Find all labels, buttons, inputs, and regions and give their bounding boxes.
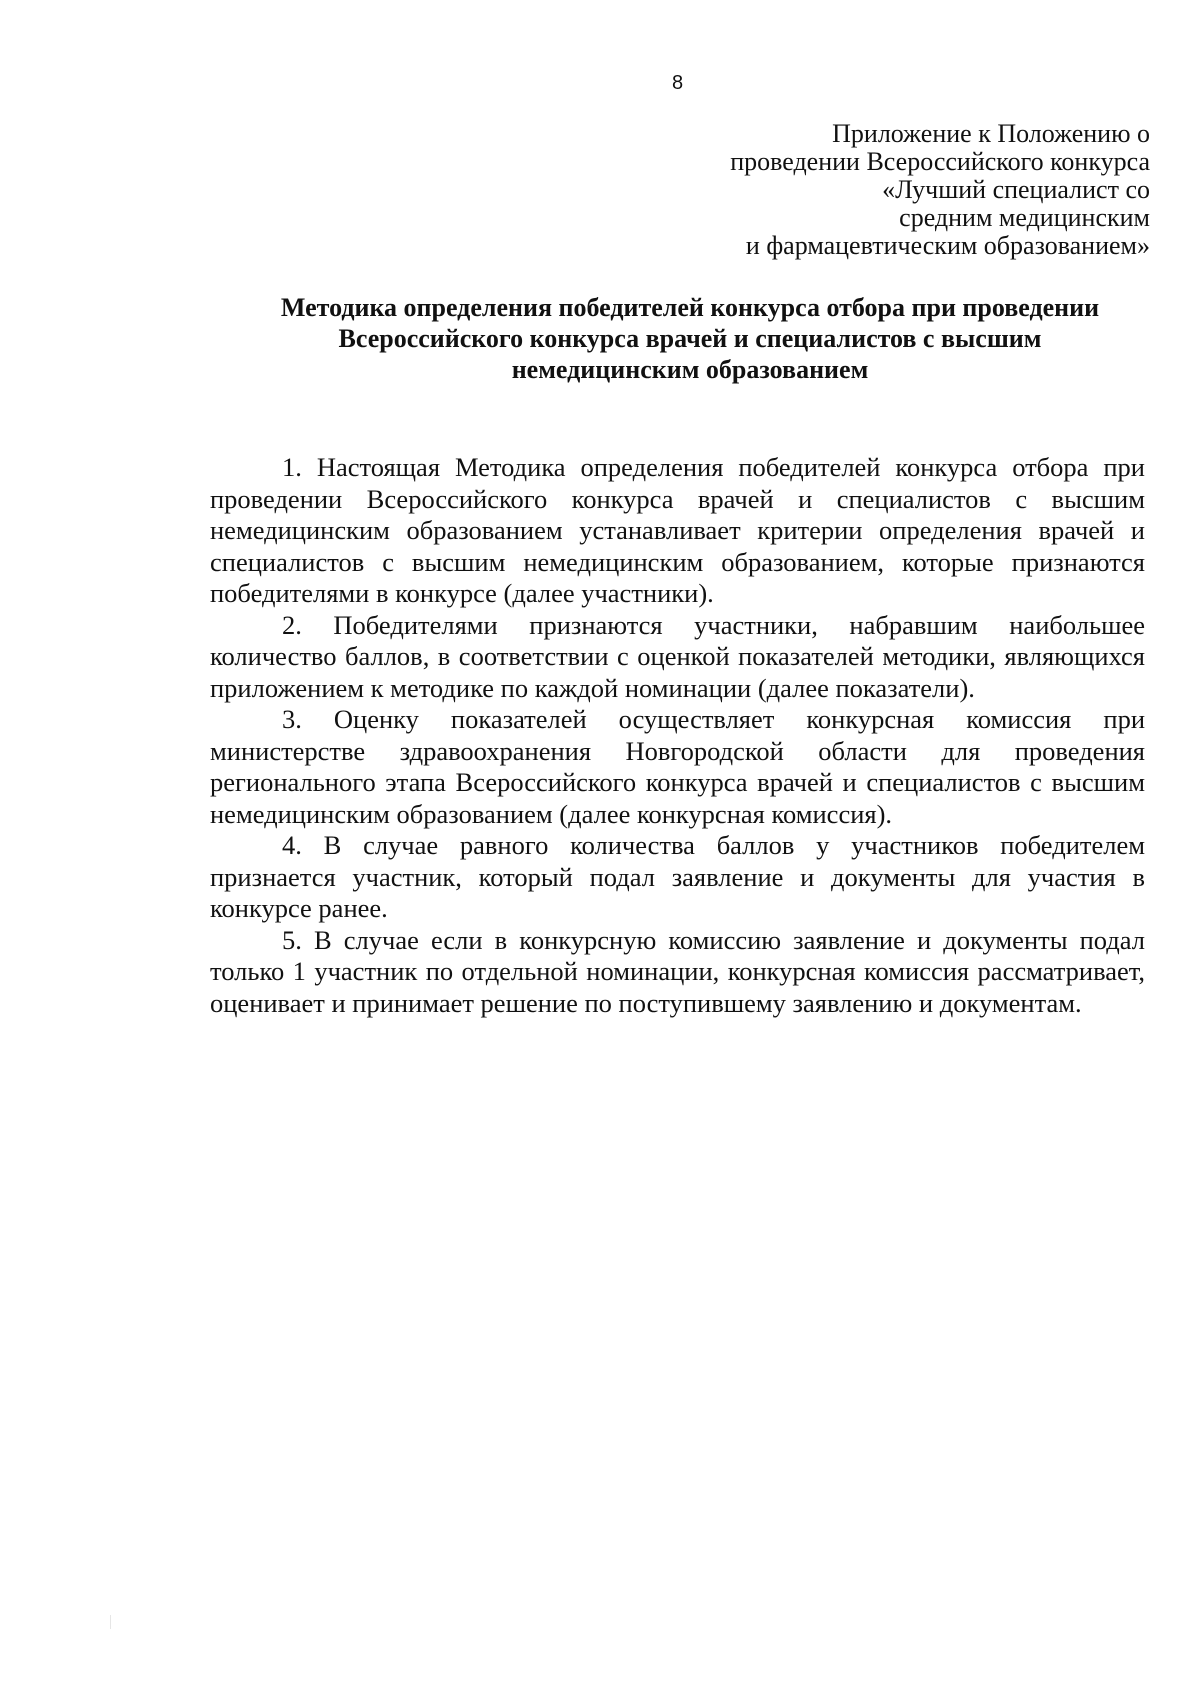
paragraph-5: 5. В случае если в конкурсную комиссию заявление и документы подал только 1 участник по отдельной номинации, конкурсная комиссия рассматривает, оценивает и принимает решение по поступившему заявлению и документам. — [210, 924, 1145, 1018]
page-number: 8 — [671, 72, 684, 94]
scan-artifact — [110, 1615, 111, 1629]
paragraph-2: 2. Победителями признаются участники, набравшим наибольшее количество баллов, в соответствии с оценкой показателей методики, являющихся приложением к методике по каждой номинации (далее показатели). — [210, 609, 1145, 703]
annex-line: и фармацевтическим образованием» — [745, 231, 1150, 260]
annex-line: проведении Всероссийского конкурса — [730, 147, 1150, 176]
annex-line: «Лучший специалист со — [882, 175, 1150, 204]
paragraph-4: 4. В случае равного количества баллов у участников победителем признается участник, который подал заявление и документы для участия в конкурсе ранее. — [210, 830, 1145, 923]
annex-reference — [590, 120, 1150, 260]
title-line: немедицинским образованием — [511, 355, 869, 384]
document-body — [210, 452, 1145, 1019]
paragraph-1: 1. Настоящая Методика определения победителей конкурса отбора при проведении Всероссийского конкурса врачей и специалистов с высшим немедицинским образованием устанавливает критерии определения врачей и специалистов с высшим немедицинским образованием, которые признаются победителями в конкурсе (далее участники). — [210, 452, 1145, 608]
document-title — [150, 292, 1200, 385]
title-line: Методика определения победителей конкурса отбора при проведении — [280, 293, 1100, 322]
annex-line: Приложение к Положению о — [832, 119, 1150, 148]
paragraph-3: 3. Оценку показателей осуществляет конкурсная комиссия при министерстве здравоохранения Новгородской области для проведения регионального этапа Всероссийского конкурса врачей и специалистов с высшим немедицинским образованием (далее конкурсная комиссия). — [210, 704, 1145, 829]
title-line: Всероссийского конкурса врачей и специалистов с высшим — [338, 324, 1042, 353]
annex-line: средним медицинским — [899, 203, 1150, 232]
